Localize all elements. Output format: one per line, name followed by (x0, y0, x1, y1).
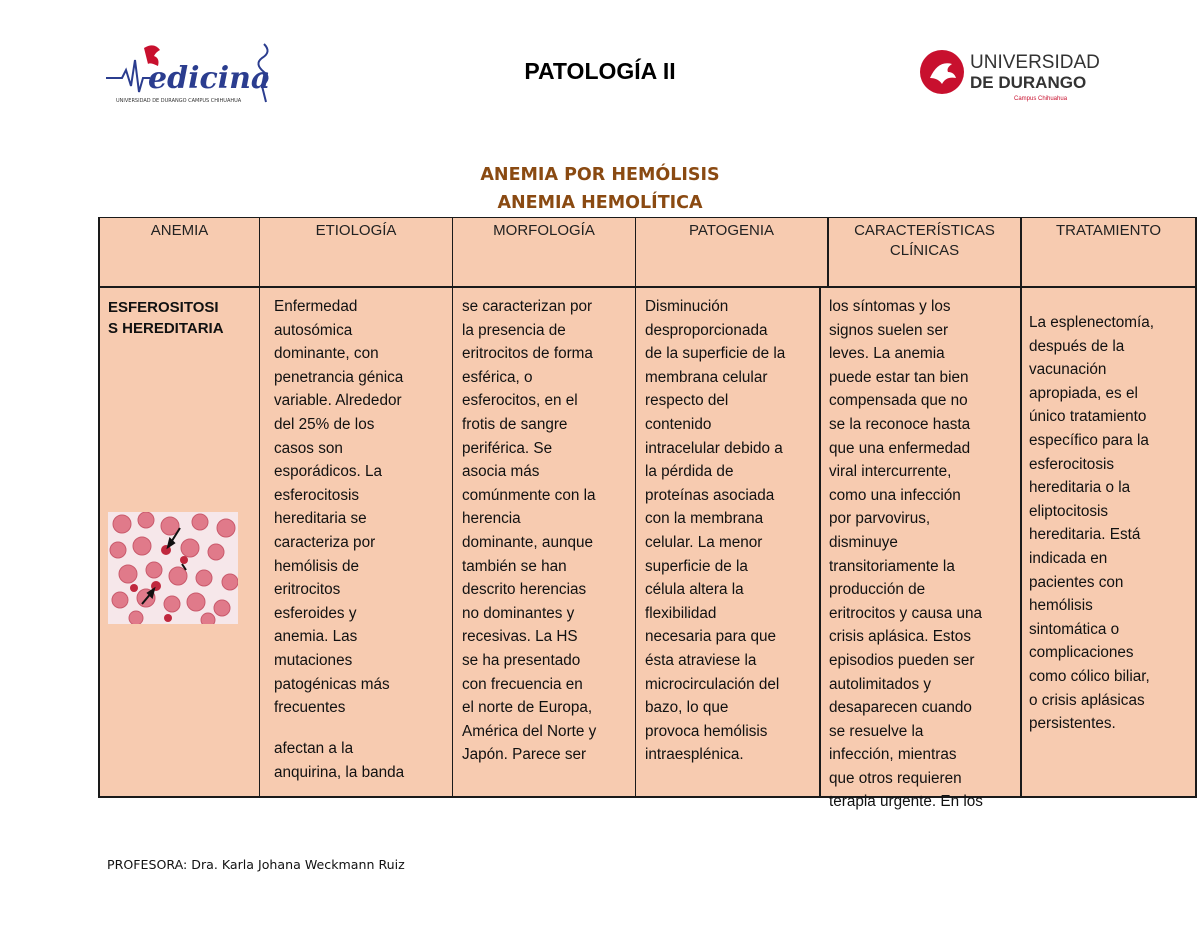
caracteristicas-text: los síntomas y los signos suelen ser leves. La anemia puede estar tan bien compensada que no se la reconoce hasta que una enfermedad viral intercurrente, como una infección por parvovirus, disminuye transitoriamente la producción de eritrocitos y causa una crisis aplásica. Estos episodios pueden ser autolimitados y desaparecen cuando se resuelve la infección, mientras que otros requieren terapia urgente. En los (829, 298, 983, 811)
svg-text:UNIVERSIDAD DE DURANGO CAMPUS: UNIVERSIDAD DE DURANGO CAMPUS CHIHUAHUA (116, 98, 242, 104)
body-divider (452, 287, 453, 798)
header-caracteristicas: CARACTERÍSTICAS CLÍNICAS (854, 222, 995, 259)
header-patogenia: PATOGENIA (688, 222, 775, 239)
tratamiento-text: La esplenectomía, después de la vacunación apropiada, es el único tratamiento específico para la esferocitosis hereditaria o la eliptocitosis hereditaria. Está indicada en pacientes con hemólisis sintomática o complicaciones como cólico biliar, o crisis aplásicas persistentes. (1029, 314, 1155, 733)
morfologia-text: se caracterizan por la presencia de eritrocitos de forma esférica, o esferocitos, en el frotis de sangre periférica. Se asocia más comúnmente con la herencia dominante, aunque también se han descrito herencias no dominantes y recesivas. La HS se ha presentado con frecuencia en el norte de Europa, América del Norte y Japón. Parece ser (462, 298, 597, 764)
table-border-top (98, 217, 1197, 218)
svg-text:Campus Chihuahua: Campus Chihuahua (1014, 96, 1068, 102)
page-title: PATOLOGÍA II (524, 58, 676, 84)
anemia-table (98, 217, 1197, 811)
anemia-name: ESFEROSITOSI S HEREDITARIA (108, 299, 224, 337)
svg-text:edicina: edicina (148, 61, 271, 96)
svg-text:DE DURANGO: DE DURANGO (970, 73, 1087, 92)
table-border-left (98, 217, 100, 798)
professor-footer: PROFESORA: Dra. Karla Johana Weckmann Ruiz (107, 857, 405, 872)
body-divider (1020, 287, 1022, 798)
header-morfologia: MORFOLOGÍA (493, 222, 595, 239)
table-border-right (1195, 217, 1197, 798)
svg-text:UNIVERSIDAD: UNIVERSIDAD (970, 52, 1100, 73)
table-border-bottom (98, 796, 1197, 798)
etiologia-continuation: afectan a la anquirina, la banda (274, 740, 405, 781)
body-divider (635, 287, 636, 798)
universidad-logo (918, 44, 1100, 108)
blood-smear-image (108, 512, 238, 624)
header-tratamiento: TRATAMIENTO (1056, 222, 1161, 239)
document-subtitle: ANEMIA HEMOLÍTICA (497, 193, 703, 213)
body-divider (819, 287, 821, 798)
header-anemia: ANEMIA (150, 222, 209, 239)
header-etiologia: ETIOLOGÍA (315, 222, 397, 239)
etiologia-text: Enfermedad autosómica dominante, con penetrancia génica variable. Alrededor del 25% de los casos son esporádicos. La esferocitosis hereditaria se caracteriza por hemólisis de eritrocitos esferoides y anemia. Las mutaciones patogénicas más frecuentes (274, 298, 404, 717)
body-divider (259, 287, 260, 798)
document-title: ANEMIA POR HEMÓLISIS (480, 165, 720, 185)
patogenia-text: Disminución desproporcionada de la superficie de la membrana celular respecto del contenido intracelular debido a la pérdida de proteínas asociada con la membrana celular. La menor superficie de la célula altera la flexibilidad necesaria para que ésta atraviese la microcirculación del bazo, lo que provoca hemólisis intraesplénica. (645, 298, 786, 764)
header-separator (98, 286, 1197, 288)
